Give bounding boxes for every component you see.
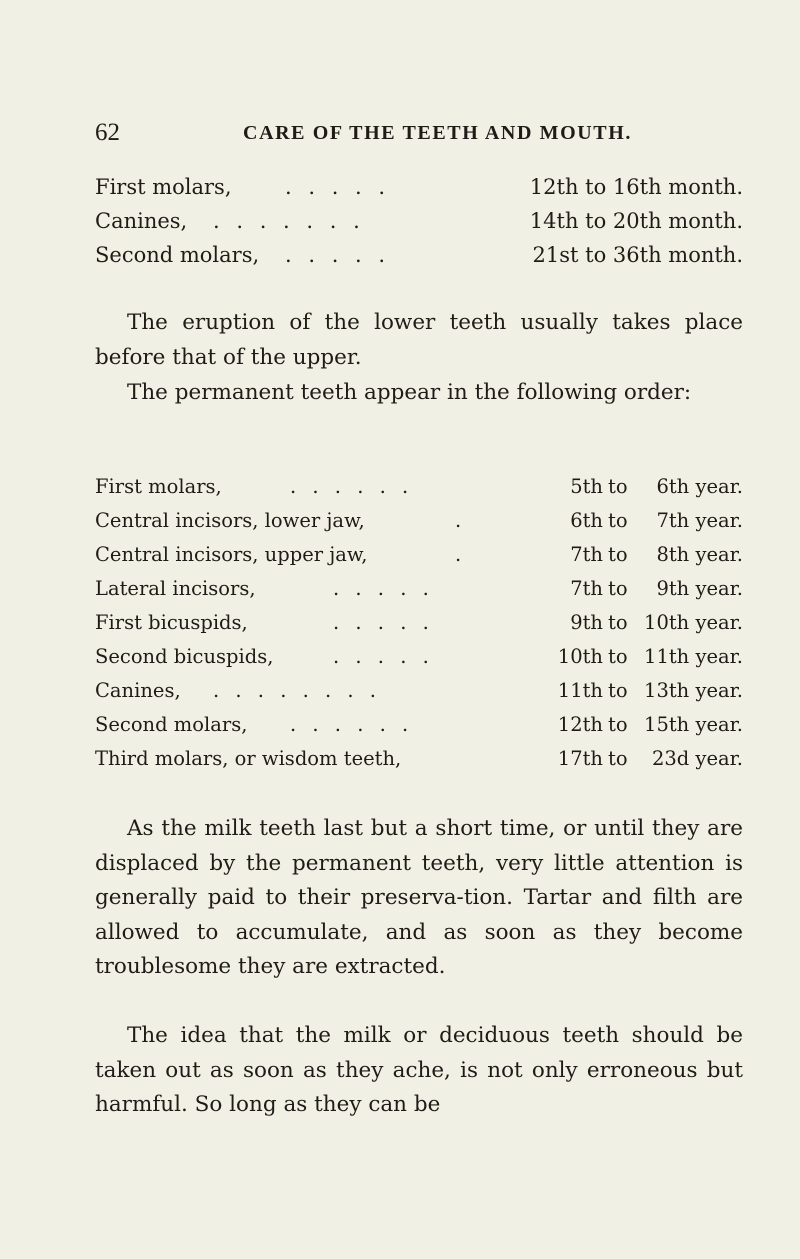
page-header [95, 118, 745, 148]
dot-leader: . . . . . [333, 611, 434, 634]
start-period: 9th [570, 611, 603, 634]
end-period: 8th year. [656, 543, 743, 566]
tooth-name: Canines, [95, 209, 188, 233]
paragraph-eruption: The eruption of the lower teeth usually takes place before that of the upper. [95, 310, 743, 370]
end-period: 7th year. [656, 509, 743, 532]
to-word: to [608, 679, 628, 702]
end-period: 11th year. [644, 645, 743, 668]
tooth-name: Canines, [95, 679, 181, 702]
tooth-name: Second bicuspids, [95, 645, 274, 668]
dot-leader: . . . . . . . . [213, 679, 381, 702]
to-word: to [608, 577, 628, 600]
start-period: 17th [557, 747, 603, 770]
to-word: to [608, 543, 628, 566]
permanent-teeth-row [95, 674, 743, 708]
tooth-name: First bicuspids, [95, 611, 248, 634]
tooth-name: Second molars, [95, 243, 260, 267]
dot-leader: . [455, 509, 467, 532]
tooth-name: Central incisors, lower jaw, [95, 509, 365, 532]
start-period: 12th [557, 713, 603, 736]
milk-teeth-row [95, 170, 743, 204]
permanent-teeth-row [95, 538, 743, 572]
milk-teeth-row [95, 238, 743, 272]
to-word: to [608, 713, 628, 736]
dot-leader: . . . . . . [290, 713, 414, 736]
dot-leader: . . . . . . . [213, 209, 365, 233]
tooth-name: First molars, [95, 475, 222, 498]
eruption-period: 14th to 20th month. [529, 209, 743, 233]
paragraph-permanent-intro: The permanent teeth appear in the following order: [127, 380, 692, 405]
permanent-teeth-row [95, 606, 743, 640]
dot-leader: . . . . . [285, 175, 391, 199]
permanent-teeth-row [95, 470, 743, 504]
start-period: 10th [557, 645, 603, 668]
start-period: 7th [570, 543, 603, 566]
tooth-name: Central incisors, upper jaw, [95, 543, 368, 566]
tooth-name: First molars, [95, 175, 232, 199]
permanent-teeth-row [95, 742, 743, 776]
end-period: 10th year. [644, 611, 743, 634]
end-period: 23d year. [651, 747, 743, 770]
dot-leader: . . . . . [333, 577, 434, 600]
to-word: to [608, 645, 628, 668]
start-period: 6th [570, 509, 603, 532]
end-period: 6th year. [656, 475, 743, 498]
milk-teeth-row [95, 204, 743, 238]
dot-leader: . [455, 543, 467, 566]
tooth-name: Lateral incisors, [95, 577, 256, 600]
page-number: 62 [95, 119, 120, 146]
running-head: CARE OF THE TEETH AND MOUTH. [243, 122, 632, 144]
dot-leader: . . . . . [333, 645, 434, 668]
end-period: 9th year. [656, 577, 743, 600]
permanent-teeth-row [95, 504, 743, 538]
start-period: 5th [570, 475, 603, 498]
tooth-name: Second molars, [95, 713, 248, 736]
dot-leader: . . . . . [285, 243, 391, 267]
end-period: 15th year. [644, 713, 743, 736]
to-word: to [608, 509, 628, 532]
start-period: 11th [557, 679, 603, 702]
eruption-period: 21st to 36th month. [532, 243, 743, 267]
to-word: to [608, 475, 628, 498]
permanent-teeth-row [95, 640, 743, 674]
paragraph-milk-teeth: As the milk teeth last but a short time, or until they are displaced by the permanent teeth, very little attention is generally paid to their preserva-tion. Tartar and filth are allowed to accumulate, and as soon as they become troublesome they are extracted. [95, 816, 743, 979]
start-period: 7th [570, 577, 603, 600]
permanent-teeth-row [95, 708, 743, 742]
paragraph-deciduous-teeth: The idea that the milk or deciduous teeth should be taken out as soon as they ache, is not only erroneous but harmful. So long as they can be [95, 1023, 743, 1117]
permanent-teeth-row [95, 572, 743, 606]
eruption-period: 12th to 16th month. [529, 175, 743, 199]
tooth-name: Third molars, or wisdom teeth, [95, 747, 402, 770]
to-word: to [608, 611, 628, 634]
to-word: to [608, 747, 628, 770]
end-period: 13th year. [644, 679, 743, 702]
dot-leader: . . . . . . [290, 475, 414, 498]
